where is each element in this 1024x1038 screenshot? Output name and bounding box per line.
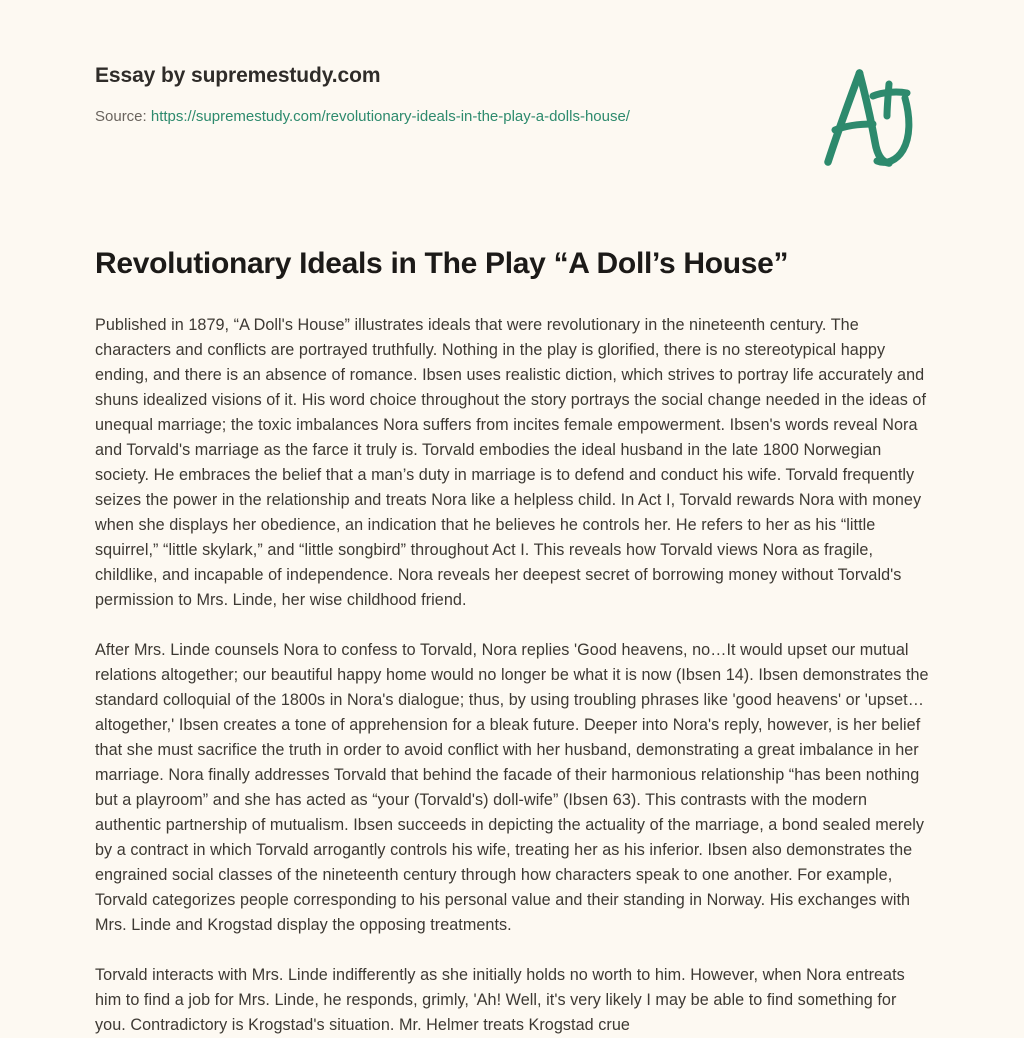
source-label: Source:: [95, 108, 147, 125]
article-body: [95, 313, 931, 1038]
paragraph: Torvald interacts with Mrs. Linde indifferently as she initially holds no worth to him. However, when Nora entreats him to find a job for Mrs. Linde, he responds, grimly, 'Ah! Well, it's very likely I may be able to find something for you. Contradictory is Krogstad's situation. Mr. Helmer treats Krogstad crue: [95, 966, 905, 1034]
source-url-link[interactable]: https://supremestudy.com/revolutionary-ideals-in-the-play-a-dolls-house/: [150, 108, 630, 125]
paragraph: Published in 1879, “A Doll's House” illustrates ideals that were revolutionary in the nineteenth century. The characters and conflicts are portrayed truthfully. Nothing in the play is glorified, there is no stereotypical happy ending, and there is an absence of romance. Ibsen uses realistic diction, which strives to portray life accurately and shuns idealized visions of it. His word choice throughout the story portrays the social change needed in the ideas of unequal marriage; the toxic imbalances Nora suffers from incites female empowerment. Ibsen's words reveal Nora and Torvald's marriage as the farce it truly is. Torvald embodies the ideal husband in the late 1800 Norwegian society. He embraces the belief that a man’s duty in marriage is to defend and conduct his wife. Torvald frequently seizes the power in the relationship and treats Nora like a helpless child. In Act I, Torvald rewards Nora with money when she displays her obedience, an indication that he believes he controls her. He refers to her as his “little squirrel,” “little skylark,” and “little songbird” throughout Act I. This reveals how Torvald views Nora as fragile, childlike, and incapable of independence. Nora reveals her deepest secret of borrowing money without Torvald's permission to Mrs. Linde, her wise childhood friend.: [95, 316, 926, 609]
source-line: [95, 106, 795, 128]
byline: Essay by supremestudy.com: [95, 64, 381, 87]
page-title: Revolutionary Ideals in The Play “A Doll’s House”: [95, 247, 789, 280]
a-plus-logo-icon: [815, 58, 919, 170]
page-header: [95, 62, 795, 128]
paragraph: After Mrs. Linde counsels Nora to confess to Torvald, Nora replies 'Good heavens, no…It would upset our mutual relations altogether; our beautiful happy home would no longer be what it is now (Ibsen 14). Ibsen demonstrates the standard colloquial of the 1800s in Nora's dialogue; thus, by using troubling phrases like 'good heavens' or 'upset…altogether,' Ibsen creates a tone of apprehension for a bleak future. Deeper into Nora's reply, however, is her belief that she must sacrifice the truth in order to avoid conflict with her husband, demonstrating a great imbalance in her marriage. Nora finally addresses Torvald that behind the facade of their harmonious relationship “has been nothing but a playroom” and she has acted as “your (Torvald's) doll-wife” (Ibsen 63). This contrasts with the modern authentic partnership of mutualism. Ibsen succeeds in depicting the actuality of the marriage, a bond sealed merely by a contract in which Torvald arrogantly controls his wife, treating her as his inferior. Ibsen also demonstrates the engrained social classes of the nineteenth century through how characters speak to one another. For example, Torvald categorizes people corresponding to his personal value and their standing in Norway. His exchanges with Mrs. Linde and Krogstad display the opposing treatments.: [95, 641, 929, 934]
